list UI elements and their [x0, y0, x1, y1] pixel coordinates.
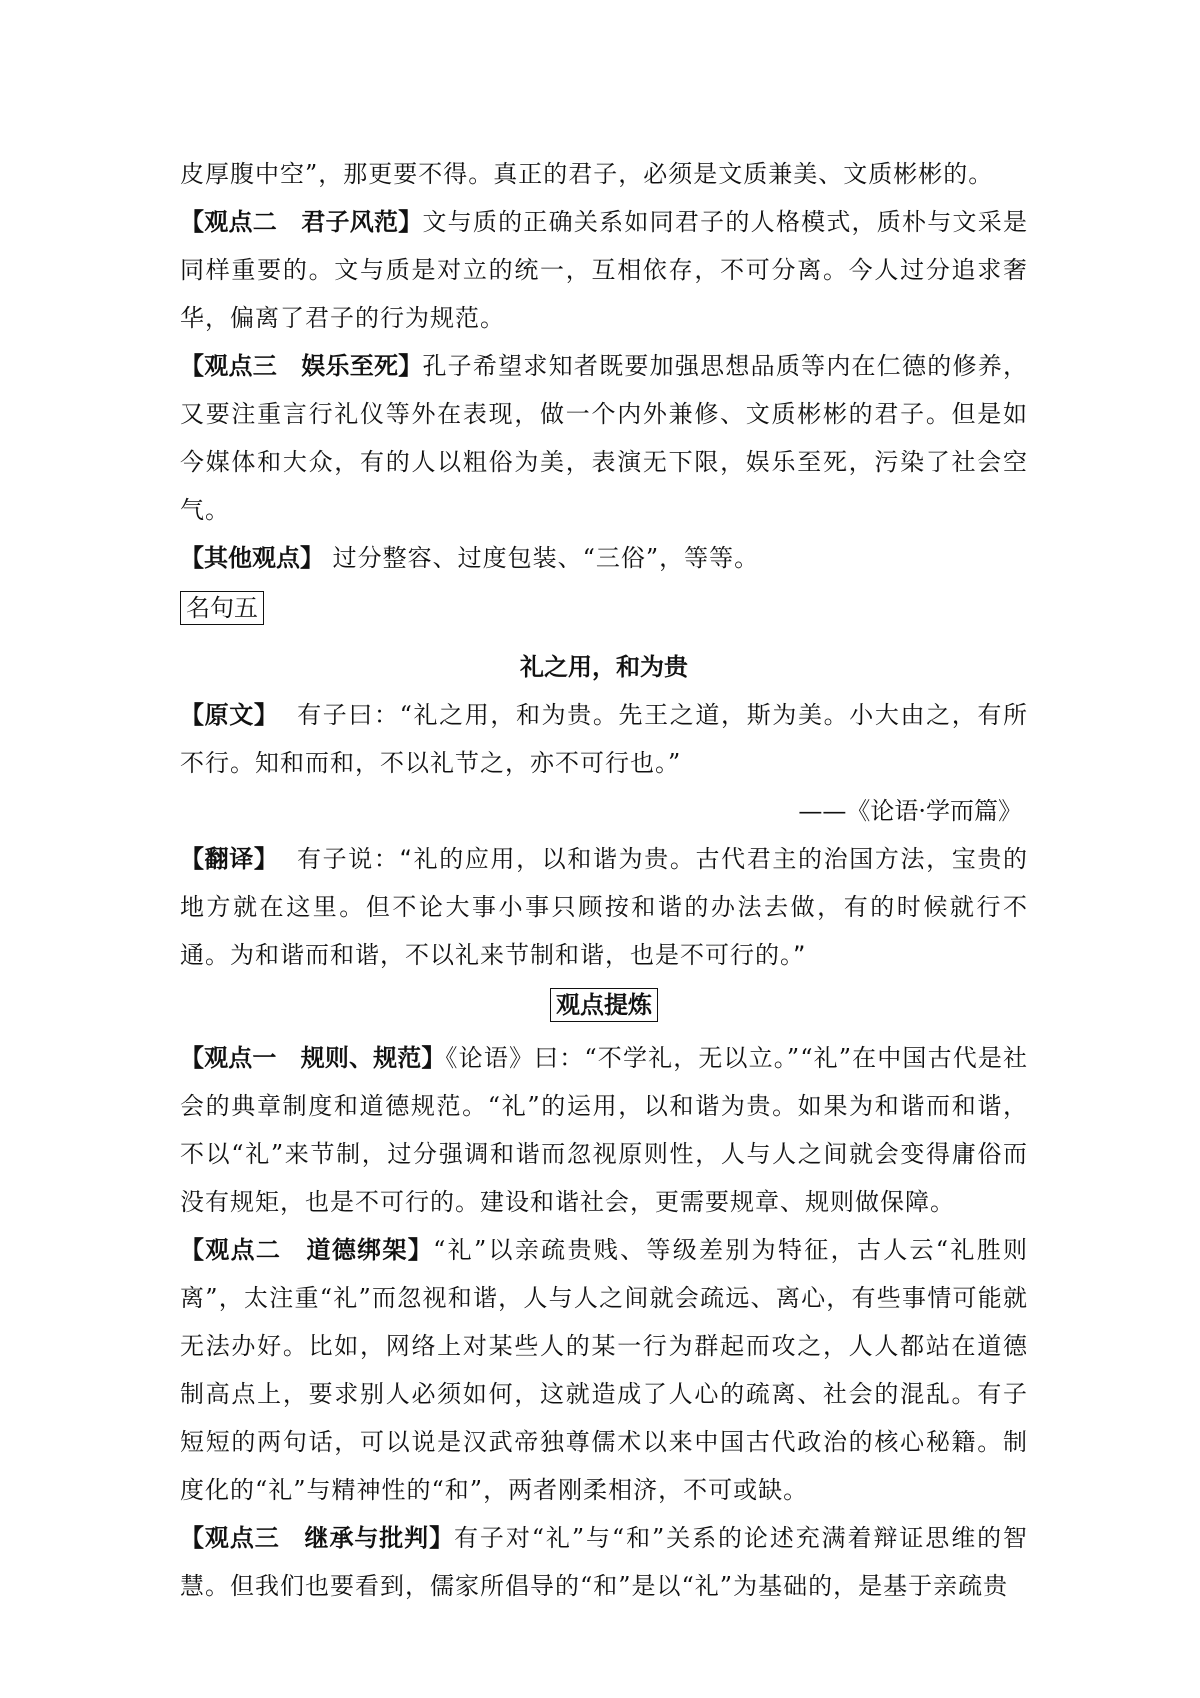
views-box-wrap — [180, 979, 1028, 1034]
original-text: 有子曰：“礼之用，和为贵。先王之道，斯为美。小大由之，有所不行。知和而和，不以礼节之，亦不可行也。” — [180, 701, 1028, 777]
original-label: 【原文】 — [180, 701, 279, 729]
view-paragraph-gentleman-demeanor — [180, 198, 1028, 342]
document-page — [180, 150, 1028, 1610]
view-label: 【观点三 继承与批判】 — [180, 1524, 455, 1552]
view-text: “礼”以亲疏贵贱、等级差别为特征，古人云“礼胜则离”，太注重“礼”而忽视和谐，人与人之间就会疏远、离心，有些事情可能就无法办好。比如，网络上对某些人的某一行为群起而攻之，人人都站在道德制高点上，要求别人必须如何，这就造成了人心的疏离、社会的混乱。有子短短的两句话，可以说是汉武帝独尊儒术以来中国古代政治的核心秘籍。制度化的“礼”与精神性的“和”，两者刚柔相济，不可或缺。 — [180, 1236, 1029, 1504]
view-text: 过分整容、过度包装、“三俗”，等等。 — [332, 544, 760, 572]
view-label: 【其他观点】 — [180, 544, 324, 572]
original-text-paragraph — [180, 691, 1028, 787]
view-text: 有子对“礼”与“和”关系的论述充满着辩证思维的智慧。但我们也要看到，儒家所倡导的“和”是以“礼”为基础的，是基于亲疏贵 — [180, 1524, 1029, 1600]
view-paragraph-other — [180, 534, 1028, 582]
continuation-text: 皮厚腹中空”，那更要不得。真正的君子，必须是文质兼美、文质彬彬的。 — [180, 160, 994, 188]
view-label: 【观点三 娱乐至死】 — [180, 352, 423, 380]
view-text: 《论语》曰：“不学礼，无以立。”“礼”在中国古代是社会的典章制度和道德规范。“礼”的运用，以和谐为贵。如果为和谐而和谐，不以“礼”来节制，过分强调和谐而忽视原则性，人与人之间就会变得庸俗而没有规矩，也是不可行的。建设和谐社会，更需要规章、规则做保障。 — [180, 1044, 1028, 1216]
translation-text: 有子说：“礼的应用，以和谐为贵。古代君主的治国方法，宝贵的地方就在这里。但不论大事小事只顾按和谐的办法去做，有的时候就行不通。为和谐而和谐，不以礼来节制和谐，也是不可行的。” — [180, 845, 1029, 969]
section-title: 礼之用，和为贵 — [520, 653, 688, 681]
continuation-paragraph — [180, 150, 1028, 198]
source-citation: ——《论语·学而篇》 — [798, 797, 1022, 825]
view-label: 【观点二 君子风范】 — [180, 208, 423, 236]
view-paragraph-amusing-to-death — [180, 342, 1028, 534]
translation-label: 【翻译】 — [180, 845, 279, 873]
view-text: 孔子希望求知者既要加强思想品质等内在仁德的修养，又要注重言行礼仪等外在表现，做一个内外兼修、文质彬彬的君子。但是如今媒体和大众，有的人以粗俗为美，表演无下限，娱乐至死，污染了社会空气。 — [180, 352, 1029, 524]
translation-paragraph — [180, 835, 1028, 979]
view-paragraph-rules — [180, 1034, 1028, 1226]
view-paragraph-inheritance-criticism — [180, 1514, 1028, 1610]
views-box: 观点提炼 — [550, 988, 658, 1022]
view-paragraph-moral-kidnapping — [180, 1226, 1028, 1514]
view-text: 文与质的正确关系如同君子的人格模式，质朴与文采是同样重要的。文与质是对立的统一，互相依存，不可分离。今人过分追求奢华，偏离了君子的行为规范。 — [180, 208, 1029, 332]
view-label: 【观点一 规则、规范】 — [180, 1044, 446, 1072]
quote-five-box: 名句五 — [180, 591, 264, 625]
view-label: 【观点二 道德绑架】 — [180, 1236, 434, 1264]
quote-five-box-wrap — [180, 582, 1028, 637]
